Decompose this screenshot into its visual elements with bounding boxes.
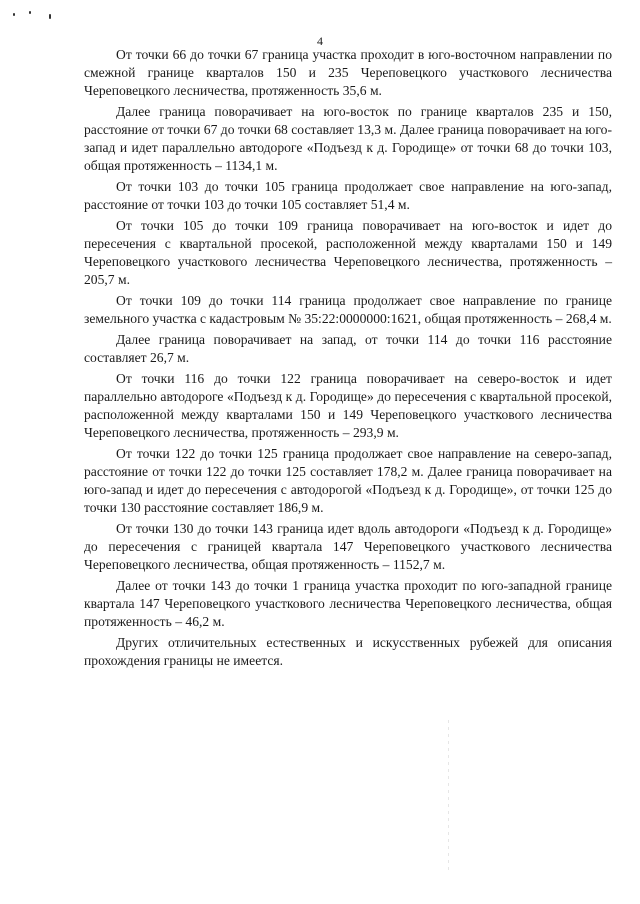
paragraph: От точки 105 до точки 109 граница поворачивает на юго-восток и идет до пересечения с квартальной просекой, расположенной между кварталами 150 и 149 Череповецкого участкового лесничества Череповецкого лесничества, протяженность – 205,7 м. [84,218,612,287]
scan-speck [49,14,51,19]
paragraph: Далее от точки 143 до точки 1 граница участка проходит по юго-западной границе квартала 147 Череповецкого участкового лесничества Череповецкого лесничества, общая протяженность – 46,2 м. [84,578,612,629]
paragraph: Других отличительных естественных и искусственных рубежей для описания прохождения границы не имеется. [84,635,612,668]
paragraph: От точки 116 до точки 122 граница поворачивает на северо-восток и идет параллельно автодороге «Подъезд к д. Городище» до пересечения с квартальной просекой, расположенной между кварталами 150 и 149 Череповецкого участкового лесничества Череповецкого лесничества, протяженность – 293,9 м. [84,371,612,440]
scan-speck [29,11,31,14]
paragraph: Далее граница поворачивает на юго-восток по границе кварталов 235 и 150, расстояние от точки 67 до точки 68 составляет 13,3 м. Далее граница поворачивает на юго-запад и идет параллельно автодороге «Подъезд к д. Городище» от точки 68 до точки 103, общая протяженность – 1134,1 м. [84,104,612,173]
paragraph: От точки 103 до точки 105 граница продолжает свое направление на юго-запад, расстояние от точки 103 до точки 105 составляет 51,4 м. [84,179,612,212]
paragraph: От точки 109 до точки 114 граница продолжает свое направление по границе земельного участка с кадастровым № 35:22:0000000:1621, общая протяженность – 268,4 м. [84,293,612,326]
scan-speck [13,13,15,16]
scan-specks [0,0,640,30]
paragraph: От точки 130 до точки 143 граница идет вдоль автодороги «Подъезд к д. Городище» до пересечения с границей квартала 147 Череповецкого участкового лесничества Череповецкого лесничества, общая протяженность – 1152,7 м. [84,521,612,572]
paragraph: Далее граница поворачивает на запад, от точки 114 до точки 116 расстояние составляет 26,7 м. [84,332,612,365]
page-number: 4 [317,34,323,48]
scan-artifact-line [448,720,449,870]
paragraph: От точки 66 до точки 67 граница участка проходит в юго-восточном направлении по смежной границе кварталов 150 и 235 Череповецкого участкового лесничества Череповецкого лесничества, протяженность 35,6 м. [84,47,612,98]
document-body [84,46,612,673]
paragraph: От точки 122 до точки 125 граница продолжает свое направление на северо-запад, расстояние от точки 122 до точки 125 составляет 178,2 м. Далее граница поворачивает на юго-запад и идет до пересечения с автодорогой «Подъезд к д. Городище», от точки 125 до точки 130 расстояние составляет 186,9 м. [84,446,612,515]
